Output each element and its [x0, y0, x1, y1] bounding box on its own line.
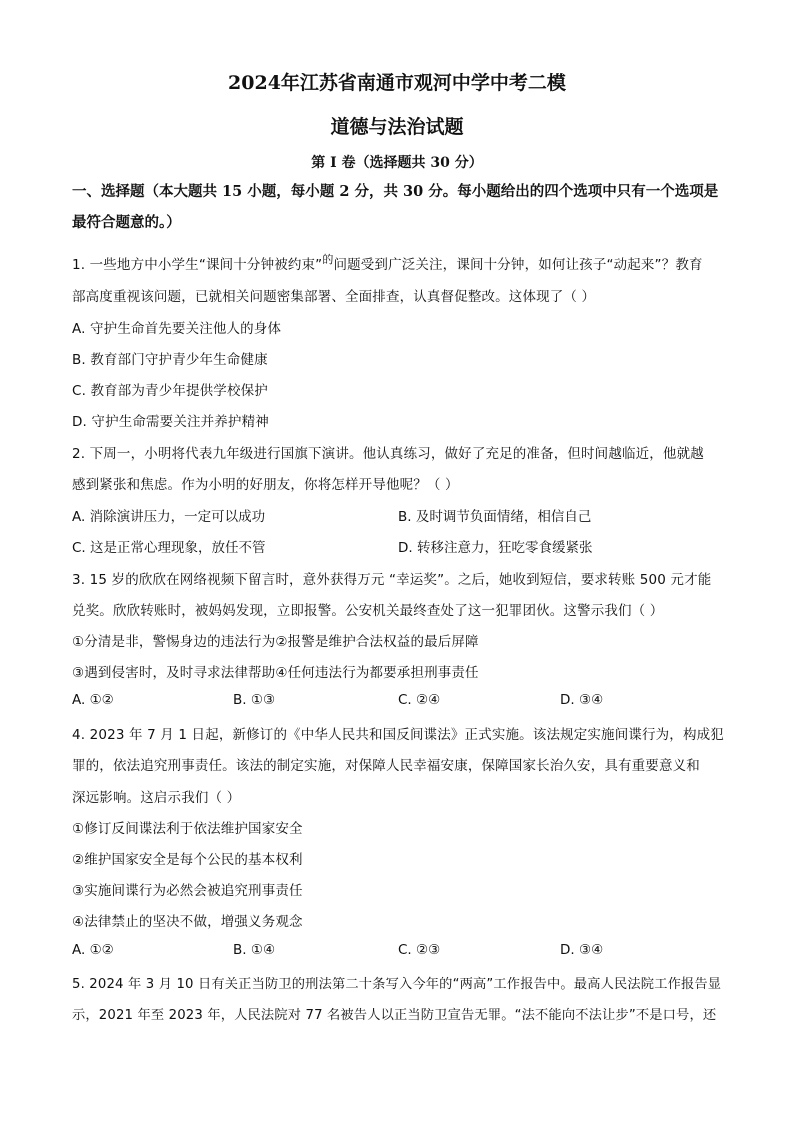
part-heading: 第 I 卷（选择题共 30 分）	[311, 155, 483, 171]
q4-stem-line1: 4. 2023 年 7 月 1 日起，新修订的《中华人民共和国反间谍法》正式实施。该法规定实施间谍行为，构成犯	[72, 727, 724, 743]
q3-stem-line2: 兑奖。欣欣转账时，被妈妈发现，立即报警。公安机关最终查处了这一犯罪团伙。这警示我们（ ）	[72, 603, 664, 619]
q3-option-d: D. ③④	[560, 692, 604, 708]
q5-stem-line2: 示，2021 年至 2023 年，人民法院对 77 名被告人以正当防卫宣告无罪。“法不能向不法让步”不是口号，还	[72, 1008, 717, 1023]
q4-item-2: ②维护国家安全是每个公民的基本权利	[72, 852, 303, 868]
exam-title: 2024年江苏省南通市观河中学中考二模	[228, 72, 566, 94]
q3-stem-line1: 3. 15 岁的欣欣在网络视频下留言时，意外获得万元 “幸运奖”。之后，她收到短信，要求转账 500 元才能	[72, 572, 712, 588]
q4-stem-line3: 深远影响。这启示我们（ ）	[72, 790, 241, 806]
q3-items-line2: ③遇到侵害时，及时寻求法律帮助④任何违法行为都要承担刑事责任	[72, 665, 479, 681]
q2-option-d: D. 转移注意力，狂吃零食缓紧张	[398, 540, 593, 556]
q4-stem-line2: 罪的，依法追究刑事责任。该法的制定实施，对保障人民幸福安康，保障国家长治久安，具有重要意义和	[72, 758, 700, 774]
section-heading: 一、选择题（本大题共 15 小题，每小题 2 分，共 30 分。每小题给出的四个选项中只有一个选项是最符合题意的。）	[72, 183, 719, 231]
q1-option-a: A. 守护生命首先要关注他人的身体	[72, 321, 282, 337]
q1-option-b: B. 教育部门守护青少年生命健康	[72, 352, 268, 368]
q1-stem-part-a: 1. 一些地方中小学生“课间十分钟被约束”	[72, 257, 323, 273]
q1-stem-part-b: 问题受到广泛关注，课间十分钟，如何让孩子“动起来”？教育	[333, 257, 703, 273]
q1-stem-line1	[72, 253, 724, 273]
q3-option-a: A. ①②	[72, 692, 114, 708]
q3-items-line1: ①分清是非，警惕身边的违法行为②报警是维护合法权益的最后屏障	[72, 634, 479, 650]
q4-option-c: C. ②③	[398, 942, 441, 958]
q4-option-d: D. ③④	[560, 942, 604, 958]
q1-stem-sup: 的	[322, 253, 334, 266]
q4-item-1: ①修订反间谍法利于依法维护国家安全	[72, 821, 303, 837]
exam-subtitle: 道德与法治试题	[330, 116, 464, 138]
q2-option-a: A. 消除演讲压力，一定可以成功	[72, 509, 266, 525]
q1-option-c: C. 教育部为青少年提供学校保护	[72, 383, 268, 399]
q2-stem-line1: 2. 下周一，小明将代表九年级进行国旗下演讲。他认真练习，做好了充足的准备，但时间越临近，他就越	[72, 446, 704, 462]
q4-item-4: ④法律禁止的坚决不做，增强义务观念	[72, 914, 303, 930]
q1-stem-line2: 部高度重视该问题，已就相关问题密集部署、全面排查，认真督促整改。这体现了（ ）	[72, 289, 596, 305]
q3-option-b: B. ①③	[233, 692, 276, 708]
q4-item-3: ③实施间谍行为必然会被追究刑事责任	[72, 883, 303, 899]
q2-stem-line2: 感到紧张和焦虑。作为小明的好朋友，你将怎样开导他呢？（ ）	[72, 477, 459, 493]
q4-option-a: A. ①②	[72, 942, 114, 958]
q2-option-c: C. 这是正常心理现象，放任不管	[72, 540, 266, 556]
q1-option-d: D. 守护生命需要关注并养护精神	[72, 414, 269, 430]
q5-stem-line1: 5. 2024 年 3 月 10 日有关正当防卫的刑法第二十条写入今年的“两高”工作报告中。最高人民法院工作报告显	[72, 977, 722, 992]
q3-option-c: C. ②④	[398, 692, 441, 708]
q4-option-b: B. ①④	[233, 942, 276, 958]
q2-option-b: B. 及时调节负面情绪，相信自己	[398, 509, 592, 525]
